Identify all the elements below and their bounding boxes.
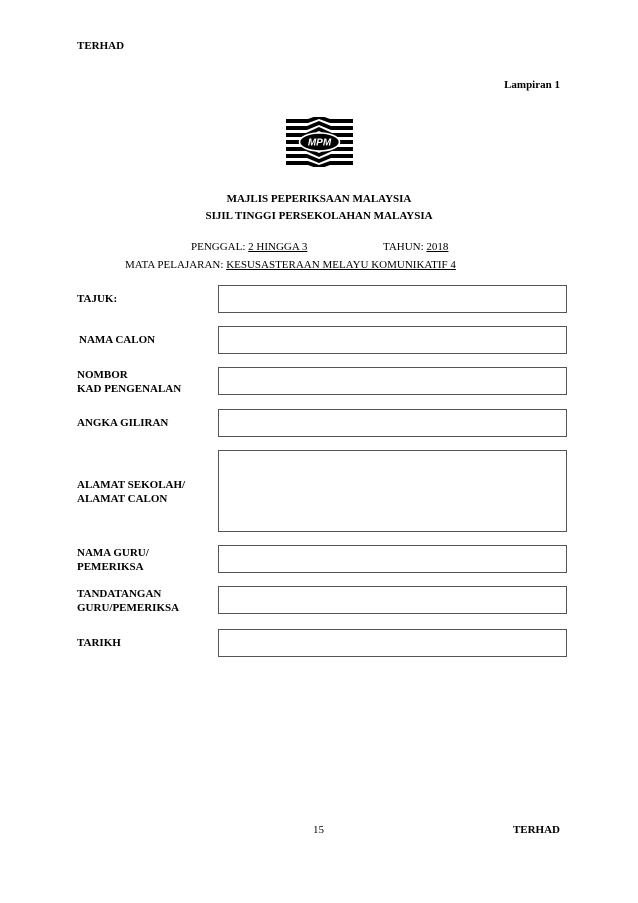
- title-line-1: MAJLIS PEPERIKSAAN MALAYSIA: [226, 193, 412, 205]
- attachment-label: Lampiran 1: [504, 79, 560, 91]
- angka-giliran-field[interactable]: [218, 409, 567, 437]
- penggal-label: PENGGAL:: [191, 241, 246, 253]
- tandatangan-label: TANDATANGAN GURU/PEMERIKSA: [77, 588, 180, 614]
- alamat-field[interactable]: [218, 450, 567, 532]
- subject-line: [125, 259, 456, 271]
- alamat-label: ALAMAT SEKOLAH/ ALAMAT CALON: [77, 479, 186, 505]
- nama-guru-label: NAMA GURU/ PEMERIKSA: [77, 547, 149, 573]
- kad-pengenalan-label: NOMBOR KAD PENGENALAN: [77, 369, 182, 395]
- tahun-line: [383, 241, 448, 253]
- mpm-logo-icon: [286, 117, 353, 167]
- tahun-value: 2018: [426, 241, 449, 253]
- nama-guru-field[interactable]: [218, 545, 567, 573]
- penggal-line: [191, 241, 307, 253]
- tarikh-label: TARIKH: [77, 637, 121, 649]
- classification-bottom: TERHAD: [512, 824, 560, 836]
- tahun-label: TAHUN:: [383, 241, 424, 253]
- kad-pengenalan-field[interactable]: [218, 367, 567, 395]
- tajuk-label: TAJUK:: [77, 293, 118, 305]
- nama-calon-field[interactable]: [218, 326, 567, 354]
- classification-top: TERHAD: [77, 40, 125, 52]
- subject-value: KESUSASTERAAN MELAYU KOMUNIKATIF 4: [226, 259, 456, 271]
- tarikh-field[interactable]: [218, 629, 567, 657]
- subject-label: MATA PELAJARAN:: [125, 259, 224, 271]
- penggal-value: 2 HINGGA 3: [248, 241, 308, 253]
- tandatangan-field[interactable]: [218, 586, 567, 614]
- title-line-2: SIJIL TINGGI PERSEKOLAHAN MALAYSIA: [205, 210, 433, 222]
- angka-giliran-label: ANGKA GILIRAN: [77, 417, 169, 429]
- tajuk-field[interactable]: [218, 285, 567, 313]
- nama-calon-label: NAMA CALON: [79, 334, 156, 346]
- page-number: 15: [313, 824, 324, 836]
- logo-text: MPM: [307, 137, 332, 149]
